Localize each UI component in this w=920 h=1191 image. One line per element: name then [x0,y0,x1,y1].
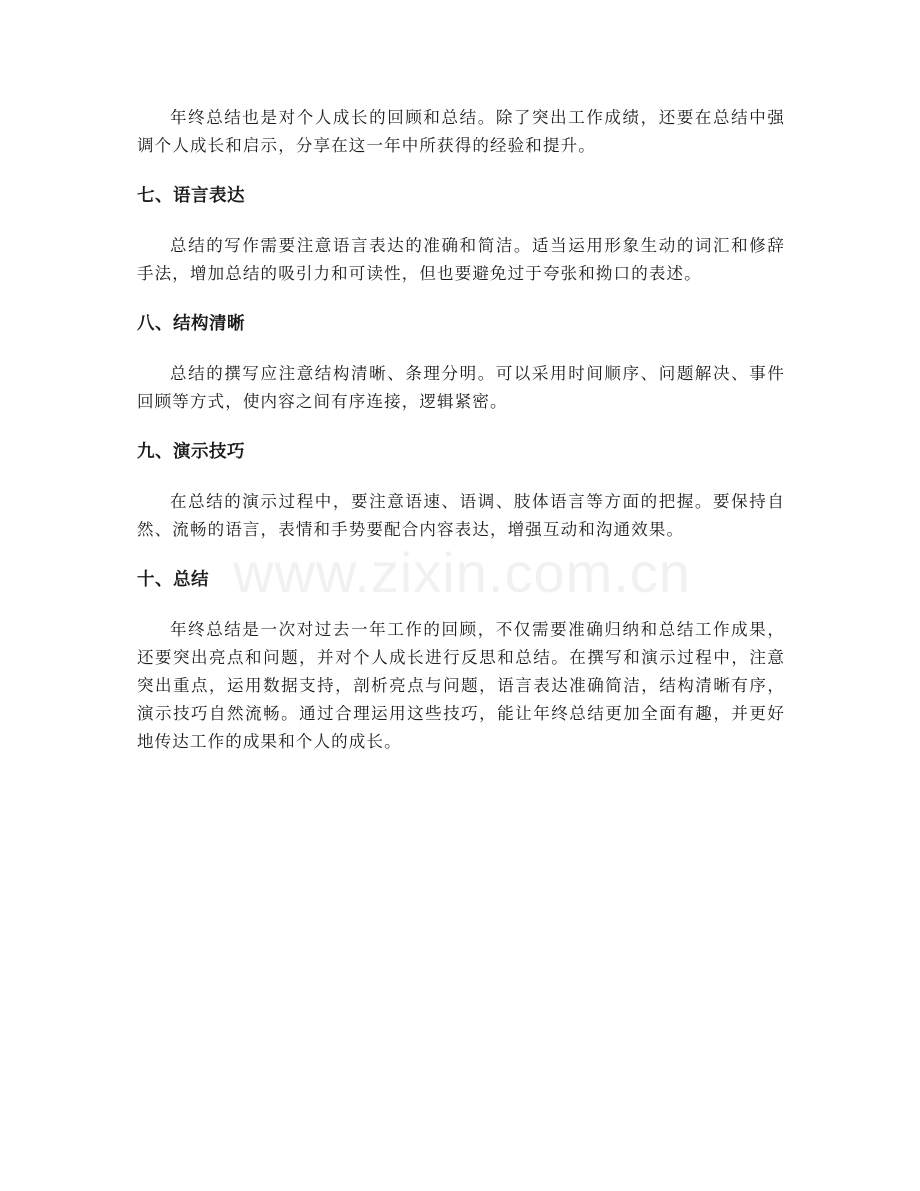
spacer [137,466,785,488]
heading-clear-structure: 八、结构清晰 [137,314,245,334]
heading-presentation-skills: 九、演示技巧 [137,442,245,462]
spacer [137,338,785,360]
heading-language-expression: 七、语言表达 [137,186,245,206]
heading-summary: 十、总结 [137,570,209,590]
spacer [137,544,785,566]
watermark: www.zixin.com.cn [233,541,691,604]
paragraph-personal-growth: 年终总结也是对个人成长的回顾和总结。除了突出工作成绩，还要在总结中强调个人成长和启示，分享在这一年中所获得的经验和提升。 [137,108,785,155]
spacer [137,288,785,310]
spacer [137,416,785,438]
paragraph-summary: 年终总结是一次对过去一年工作的回顾，不仅需要准确归纳和总结工作成果，还要突出亮点和问题，并对个人成长进行反思和总结。在撰写和演示过程中，注意突出重点，运用数据支持，剖析亮点与问题，语言表达准确简洁，结构清晰有序，演示技巧自然流畅。通过合理运用这些技巧，能让年终总结更加全面有趣，并更好地传达工作的成果和个人的成长。 [137,620,785,751]
paragraph-presentation-skills: 在总结的演示过程中，要注意语速、语调、肢体语言等方面的把握。要保持自然、流畅的语言，表情和手势要配合内容表达，增强互动和沟通效果。 [137,492,785,539]
paragraph-clear-structure: 总结的撰写应注意结构清晰、条理分明。可以采用时间顺序、问题解决、事件回顾等方式，使内容之间有序连接，逻辑紧密。 [137,364,785,411]
spacer [137,210,785,232]
spacer [137,594,785,616]
paragraph-language-expression: 总结的写作需要注意语言表达的准确和简洁。适当运用形象生动的词汇和修辞手法，增加总结的吸引力和可读性，但也要避免过于夸张和拗口的表述。 [137,236,785,283]
document-body [137,104,785,756]
spacer [137,160,785,182]
